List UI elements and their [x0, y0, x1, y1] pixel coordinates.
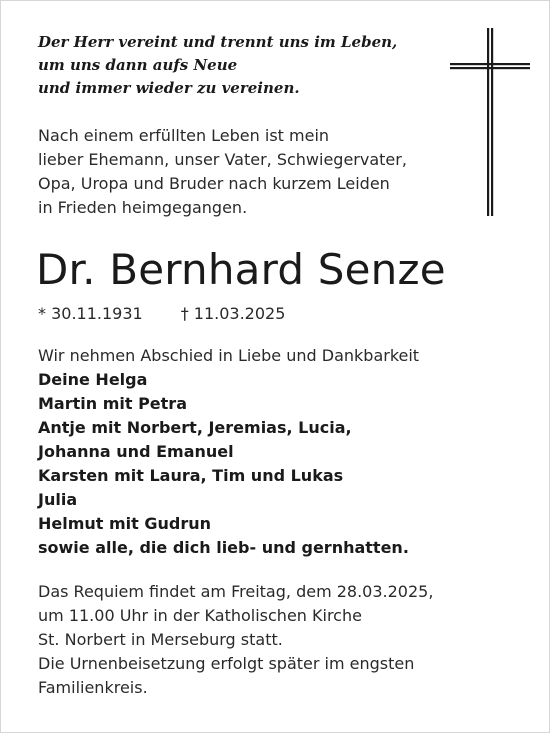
- service-info: [38, 580, 518, 700]
- intro-line: Opa, Uropa und Bruder nach kurzem Leiden: [38, 174, 390, 193]
- life-dates: [38, 302, 285, 326]
- birth-date: * 30.11.1931: [38, 304, 143, 323]
- deceased-name: Dr. Bernhard Senze: [36, 245, 446, 294]
- bible-quote: [38, 31, 438, 100]
- death-date: † 11.03.2025: [180, 304, 286, 323]
- service-line: Die Urnenbeisetzung erfolgt später im engsten: [38, 654, 415, 673]
- mourners-list: [38, 368, 508, 560]
- intro-line: in Frieden heimgegangen.: [38, 198, 248, 217]
- service-line: um 11.00 Uhr in der Katholischen Kirche: [38, 606, 362, 625]
- intro-line: lieber Ehemann, unser Vater, Schwiegervater,: [38, 150, 407, 169]
- service-line: Das Requiem findet am Freitag, dem 28.03.2025,: [38, 582, 434, 601]
- mourner-entry: Julia: [38, 490, 78, 509]
- mourner-entry: Johanna und Emanuel: [38, 442, 234, 461]
- intro-line: Nach einem erfüllten Leben ist mein: [38, 126, 330, 145]
- mourner-entry: sowie alle, die dich lieb- und gernhatten.: [38, 538, 409, 557]
- mourner-entry: Karsten mit Laura, Tim und Lukas: [38, 466, 344, 485]
- mourner-entry: Helmut mit Gudrun: [38, 514, 212, 533]
- farewell-line: Wir nehmen Abschied in Liebe und Dankbarkeit: [38, 346, 420, 365]
- cross-icon: [450, 28, 530, 218]
- mourner-entry: Deine Helga: [38, 370, 148, 389]
- mourner-entry: Martin mit Petra: [38, 394, 187, 413]
- mourner-entry: Antje mit Norbert, Jeremias, Lucia,: [38, 418, 352, 437]
- quote-line: und immer wieder zu vereinen.: [38, 79, 300, 97]
- intro-text: [38, 124, 458, 220]
- quote-line: Der Herr vereint und trennt uns im Leben,: [38, 33, 398, 51]
- service-line: Familienkreis.: [38, 678, 148, 697]
- quote-line: um uns dann aufs Neue: [38, 56, 238, 74]
- service-line: St. Norbert in Merseburg statt.: [38, 630, 283, 649]
